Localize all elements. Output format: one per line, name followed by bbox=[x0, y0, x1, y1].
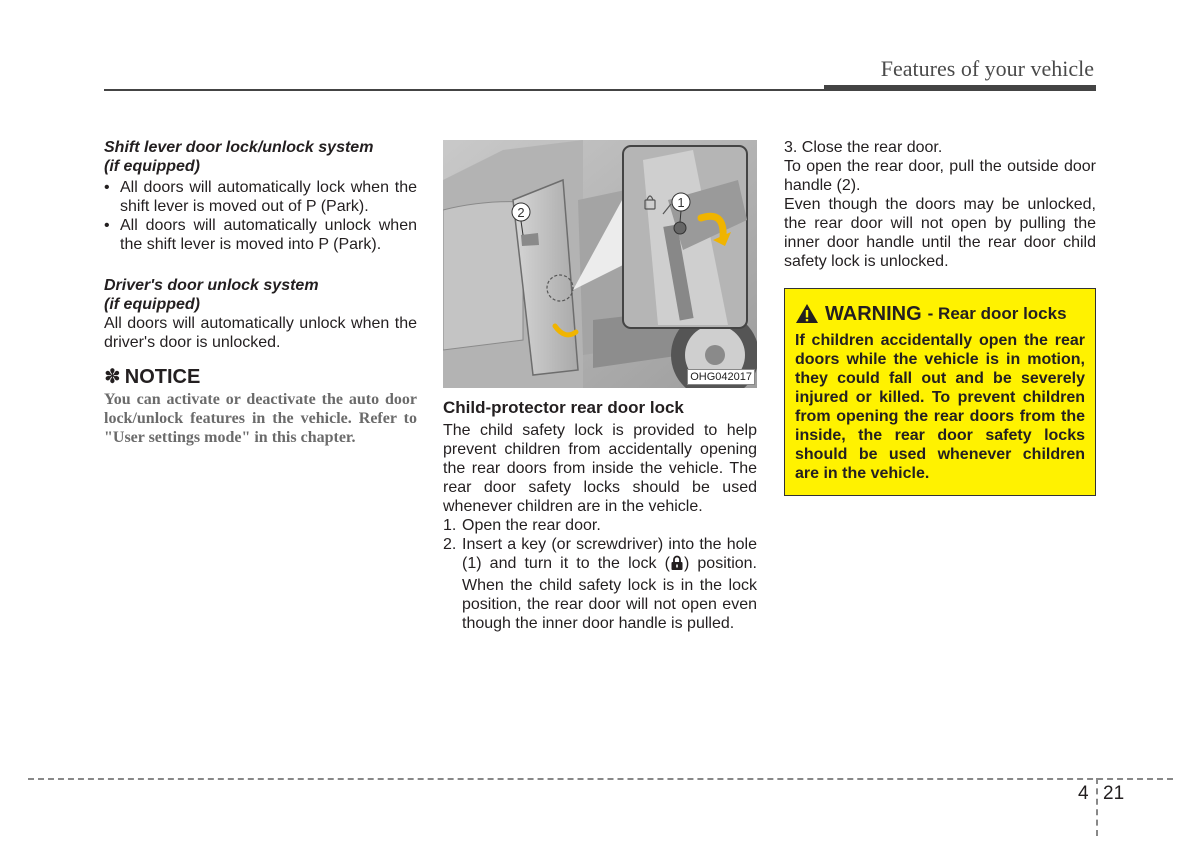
shift-lever-section bbox=[104, 138, 417, 254]
bullet-item: • All doors will automatically lock when the shift lever is moved out of P (Park). bbox=[104, 178, 417, 216]
section-heading-qualifier: (if equipped) bbox=[104, 296, 200, 313]
warning-subtitle: - Rear door locks bbox=[927, 304, 1067, 323]
notice-block bbox=[104, 368, 417, 447]
page-number: 21 bbox=[1103, 783, 1125, 804]
notice-title bbox=[104, 368, 417, 387]
section-heading: Driver's door unlock system bbox=[104, 277, 319, 294]
header-title: Features of your vehicle bbox=[880, 56, 1094, 81]
step-number: 1. bbox=[443, 517, 457, 534]
column-middle bbox=[443, 140, 757, 633]
section-intro: The child safety lock is provided to help prevent children from accidentally opening the rear doors from inside the vehicle. The rear door safety locks should be used whenever children are in the vehicle. bbox=[443, 422, 757, 515]
section-heading-qualifier: (if equipped) bbox=[104, 158, 200, 175]
section-body: All doors will automatically unlock when the driver's door is unlocked. bbox=[104, 315, 417, 351]
callout-1-label: 1 bbox=[677, 195, 685, 210]
step-text: Open the rear door. bbox=[462, 517, 601, 534]
footer-divider bbox=[1096, 778, 1098, 836]
rear-door-drawing bbox=[443, 140, 757, 388]
notice-body: You can activate or deactivate the auto door lock/unlock features in the vehicle. Refer to "User settings mode" in this chapter. bbox=[104, 391, 417, 446]
warning-body: If children accidentally open the rear doors while the vehicle is in motion, they could fall out and be severely injured or killed. To prevent children from opening the rear doors from the inside, the rear door safety locks should be used whenever children are in the vehicle. bbox=[795, 332, 1085, 482]
section-heading: Shift lever door lock/unlock system bbox=[104, 139, 374, 156]
step-list bbox=[443, 516, 757, 633]
warning-heading bbox=[795, 303, 1085, 329]
column-right bbox=[784, 138, 1096, 496]
bullet-list bbox=[104, 178, 417, 254]
step-item bbox=[443, 535, 757, 633]
driver-door-section bbox=[104, 276, 417, 352]
rear-door-illustration bbox=[443, 140, 757, 388]
column-left bbox=[104, 138, 417, 447]
header-rule-accent bbox=[824, 85, 1096, 91]
lock-icon bbox=[670, 555, 684, 576]
step-item bbox=[443, 516, 757, 535]
paragraph: Even though the doors may be unlocked, the rear door will not open by pulling the inner door handle until the rear door child safety lock is unlocked. bbox=[784, 196, 1096, 270]
bullet-item: • All doors will automatically unlock when the shift lever is moved into P (Park). bbox=[104, 216, 417, 254]
notice-symbol-icon: ✽ bbox=[104, 366, 121, 388]
header-rule bbox=[104, 89, 824, 91]
section-heading: Child-protector rear door lock bbox=[443, 398, 684, 417]
chapter-number: 4 bbox=[1078, 783, 1089, 804]
notice-label: NOTICE bbox=[124, 366, 201, 388]
callout-2-label: 2 bbox=[517, 205, 525, 220]
warning-box bbox=[784, 288, 1096, 496]
step-number: 2. bbox=[443, 536, 457, 553]
step-text-after-icon: ) position. When the child safety lock is in the lock position, the rear door will not open even though the inner door handle is pulled. bbox=[462, 555, 757, 632]
step-text bbox=[462, 535, 757, 633]
warning-label: WARNING bbox=[825, 303, 922, 325]
footer-rule bbox=[28, 778, 1173, 780]
step-3-text: 3. Close the rear door. bbox=[784, 139, 943, 156]
figure-code: OHG042017 bbox=[687, 369, 755, 385]
step-text-before-icon: Insert a key (or screwdriver) into the hole (1) and turn it to the lock ( bbox=[462, 536, 757, 572]
warning-triangle-icon bbox=[795, 303, 819, 329]
paragraph: To open the rear door, pull the outside door handle (2). bbox=[784, 158, 1096, 194]
